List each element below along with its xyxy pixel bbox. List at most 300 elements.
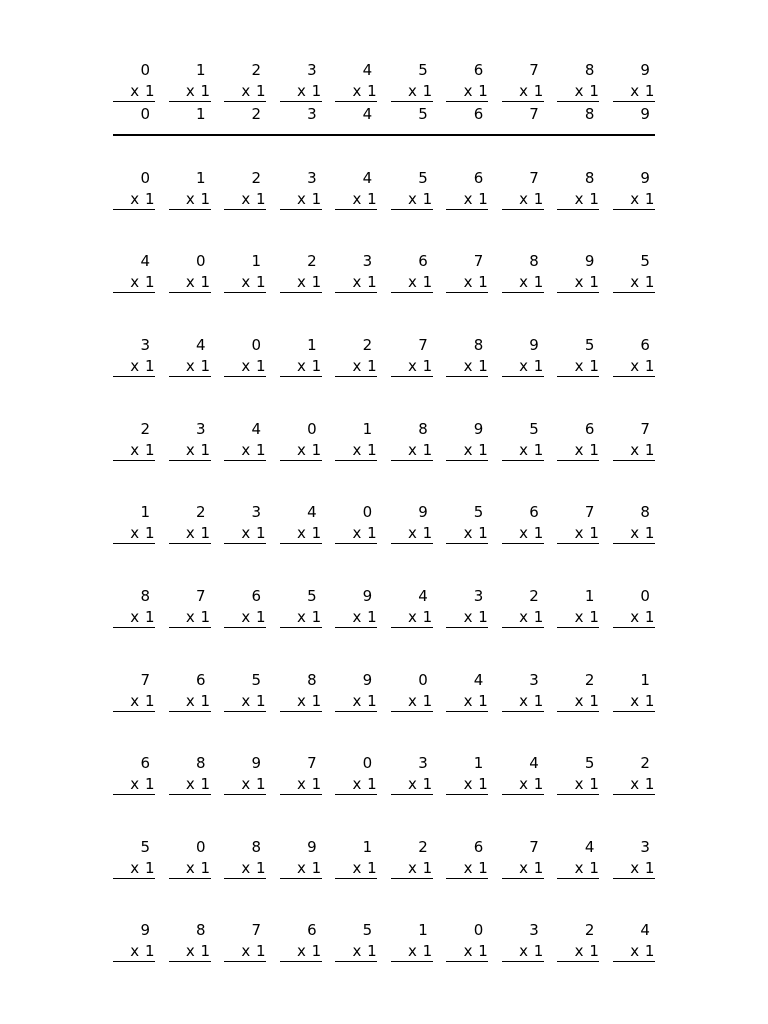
multiplier: x 1 xyxy=(224,523,266,544)
top-number: 0 xyxy=(362,754,373,772)
multiplication-problem xyxy=(335,419,377,461)
top-number: 9 xyxy=(362,671,373,689)
multiplication-problem xyxy=(280,837,322,879)
top-number: 3 xyxy=(140,336,150,354)
multiplier: x 1 xyxy=(446,774,488,795)
top-number: 6 xyxy=(251,587,262,605)
multiplier: x 1 xyxy=(557,189,599,210)
multiplication-problem xyxy=(113,168,155,210)
multiplication-problem xyxy=(169,920,211,962)
top-number: 7 xyxy=(196,587,206,605)
top-number: 0 xyxy=(196,838,206,856)
top-number: 4 xyxy=(251,420,262,438)
top-number: 9 xyxy=(362,587,373,605)
multiplication-problem xyxy=(280,419,322,461)
top-number: 2 xyxy=(251,169,262,187)
top-number: 3 xyxy=(473,587,484,605)
top-number: 2 xyxy=(418,838,428,856)
answer: 5 xyxy=(418,105,428,123)
top-number: 7 xyxy=(251,921,262,939)
multiplier: x 1 xyxy=(169,356,211,377)
example-problem xyxy=(557,60,599,124)
multiplier: x 1 xyxy=(335,691,377,712)
problem-row xyxy=(113,168,655,210)
answer: 4 xyxy=(362,105,373,123)
multiplication-problem xyxy=(613,837,655,879)
multiplier: x 1 xyxy=(613,607,655,628)
multiplication-problem xyxy=(335,753,377,795)
example-row xyxy=(113,60,655,124)
multiplication-problem xyxy=(557,251,599,293)
multiplier: x 1 xyxy=(335,356,377,377)
multiplier: x 1 xyxy=(613,189,655,210)
top-number: 0 xyxy=(251,336,262,354)
multiplication-problem xyxy=(391,753,433,795)
answer: 8 xyxy=(584,105,595,123)
multiplier: x 1 xyxy=(557,356,599,377)
multiplier: x 1 xyxy=(224,81,266,102)
multiplier: x 1 xyxy=(502,941,544,962)
multiplication-problem xyxy=(502,753,544,795)
multiplier: x 1 xyxy=(557,858,599,879)
multiplication-problem xyxy=(113,502,155,544)
multiplier: x 1 xyxy=(335,941,377,962)
top-number: 2 xyxy=(529,587,539,605)
top-number: 7 xyxy=(584,503,595,521)
multiplier: x 1 xyxy=(224,440,266,461)
multiplier: x 1 xyxy=(557,774,599,795)
top-number: 0 xyxy=(418,671,428,689)
multiplication-problem xyxy=(224,419,266,461)
multiplier: x 1 xyxy=(613,941,655,962)
multiplier: x 1 xyxy=(280,691,322,712)
multiplication-problem xyxy=(391,502,433,544)
answer: 3 xyxy=(307,105,317,123)
top-number: 4 xyxy=(307,503,317,521)
multiplier: x 1 xyxy=(280,272,322,293)
multiplier: x 1 xyxy=(391,523,433,544)
top-number: 4 xyxy=(196,336,206,354)
multiplier: x 1 xyxy=(502,858,544,879)
example-problem xyxy=(335,60,377,124)
top-number: 6 xyxy=(640,336,650,354)
multiplication-problem xyxy=(224,168,266,210)
multiplier: x 1 xyxy=(391,356,433,377)
top-number: 2 xyxy=(584,921,595,939)
top-number: 1 xyxy=(473,754,484,772)
worksheet xyxy=(113,60,655,960)
multiplication-problem xyxy=(557,920,599,962)
multiplier: x 1 xyxy=(446,272,488,293)
top-number: 7 xyxy=(473,252,484,270)
multiplication-problem xyxy=(335,502,377,544)
top-number: 6 xyxy=(584,420,595,438)
multiplication-problem xyxy=(280,251,322,293)
top-number: 9 xyxy=(307,838,317,856)
top-number: 9 xyxy=(640,61,650,79)
multiplication-problem xyxy=(335,335,377,377)
multiplication-problem xyxy=(280,168,322,210)
multiplication-problem xyxy=(280,920,322,962)
multiplier: x 1 xyxy=(335,81,377,102)
top-number: 1 xyxy=(640,671,650,689)
problem-row xyxy=(113,251,655,293)
multiplication-problem xyxy=(391,837,433,879)
multiplier: x 1 xyxy=(224,774,266,795)
top-number: 3 xyxy=(307,169,317,187)
top-number: 1 xyxy=(196,169,206,187)
top-number: 1 xyxy=(362,420,373,438)
multiplication-problem xyxy=(224,670,266,712)
multiplication-problem xyxy=(224,837,266,879)
multiplier: x 1 xyxy=(557,523,599,544)
top-number: 0 xyxy=(196,252,206,270)
top-number: 8 xyxy=(584,169,595,187)
multiplier: x 1 xyxy=(446,189,488,210)
top-number: 8 xyxy=(251,838,262,856)
top-number: 3 xyxy=(307,61,317,79)
example-problem xyxy=(446,60,488,124)
top-number: 3 xyxy=(251,503,262,521)
multiplier: x 1 xyxy=(280,941,322,962)
top-number: 7 xyxy=(140,671,150,689)
top-number: 0 xyxy=(362,503,373,521)
top-number: 6 xyxy=(473,61,484,79)
multiplier: x 1 xyxy=(613,523,655,544)
top-number: 9 xyxy=(418,503,428,521)
multiplication-problem xyxy=(502,251,544,293)
multiplier: x 1 xyxy=(280,189,322,210)
multiplication-problem xyxy=(613,670,655,712)
answer: 0 xyxy=(140,105,150,123)
multiplier: x 1 xyxy=(446,607,488,628)
top-number: 7 xyxy=(529,838,539,856)
multiplier: x 1 xyxy=(113,189,155,210)
multiplier: x 1 xyxy=(224,607,266,628)
top-number: 1 xyxy=(140,503,150,521)
top-number: 5 xyxy=(251,671,262,689)
multiplier: x 1 xyxy=(391,691,433,712)
top-number: 1 xyxy=(307,336,317,354)
multiplier: x 1 xyxy=(446,523,488,544)
multiplication-problem xyxy=(335,586,377,628)
top-number: 8 xyxy=(584,61,595,79)
top-number: 0 xyxy=(140,61,150,79)
multiplier: x 1 xyxy=(169,941,211,962)
multiplier: x 1 xyxy=(391,81,433,102)
multiplier: x 1 xyxy=(613,774,655,795)
multiplication-problem xyxy=(446,168,488,210)
top-number: 8 xyxy=(473,336,484,354)
multiplication-problem xyxy=(502,502,544,544)
multiplier: x 1 xyxy=(280,523,322,544)
multiplier: x 1 xyxy=(502,774,544,795)
top-number: 6 xyxy=(196,671,206,689)
example-problem xyxy=(169,60,211,124)
top-number: 5 xyxy=(473,503,484,521)
multiplier: x 1 xyxy=(224,858,266,879)
top-number: 4 xyxy=(418,587,428,605)
multiplication-problem xyxy=(169,502,211,544)
example-problem xyxy=(391,60,433,124)
top-number: 8 xyxy=(140,587,150,605)
multiplier: x 1 xyxy=(113,440,155,461)
answer: 6 xyxy=(473,105,484,123)
top-number: 3 xyxy=(529,921,539,939)
top-number: 3 xyxy=(529,671,539,689)
multiplication-problem xyxy=(391,251,433,293)
multiplier: x 1 xyxy=(169,691,211,712)
multiplication-problem xyxy=(446,670,488,712)
multiplier: x 1 xyxy=(391,272,433,293)
multiplier: x 1 xyxy=(502,440,544,461)
example-problem xyxy=(113,60,155,124)
example-problem xyxy=(502,60,544,124)
multiplication-problem xyxy=(335,920,377,962)
multiplier: x 1 xyxy=(391,189,433,210)
top-number: 5 xyxy=(418,169,428,187)
multiplier: x 1 xyxy=(613,356,655,377)
multiplier: x 1 xyxy=(280,858,322,879)
multiplier: x 1 xyxy=(335,774,377,795)
answer: 2 xyxy=(251,105,262,123)
top-number: 6 xyxy=(529,503,539,521)
multiplication-problem xyxy=(113,419,155,461)
multiplication-problem xyxy=(446,502,488,544)
multiplication-problem xyxy=(502,335,544,377)
top-number: 5 xyxy=(418,61,428,79)
multiplication-problem xyxy=(169,753,211,795)
multiplier: x 1 xyxy=(613,858,655,879)
multiplier: x 1 xyxy=(169,440,211,461)
multiplication-problem xyxy=(613,168,655,210)
multiplier: x 1 xyxy=(391,440,433,461)
top-number: 4 xyxy=(362,169,373,187)
multiplier: x 1 xyxy=(224,272,266,293)
multiplier: x 1 xyxy=(335,189,377,210)
top-number: 6 xyxy=(473,838,484,856)
top-number: 2 xyxy=(196,503,206,521)
multiplier: x 1 xyxy=(502,272,544,293)
top-number: 8 xyxy=(196,754,206,772)
top-number: 4 xyxy=(362,61,373,79)
multiplier: x 1 xyxy=(280,81,322,102)
multiplication-problem xyxy=(280,586,322,628)
multiplication-problem xyxy=(335,168,377,210)
multiplication-problem xyxy=(224,920,266,962)
multiplier: x 1 xyxy=(113,607,155,628)
top-number: 1 xyxy=(584,587,595,605)
multiplier: x 1 xyxy=(335,858,377,879)
top-number: 0 xyxy=(640,587,650,605)
multiplier: x 1 xyxy=(280,607,322,628)
top-number: 9 xyxy=(251,754,262,772)
multiplier: x 1 xyxy=(224,356,266,377)
multiplication-problem xyxy=(557,502,599,544)
multiplier: x 1 xyxy=(169,858,211,879)
multiplication-problem xyxy=(335,251,377,293)
multiplication-problem xyxy=(446,837,488,879)
multiplier: x 1 xyxy=(169,81,211,102)
multiplication-problem xyxy=(169,670,211,712)
multiplication-problem xyxy=(280,670,322,712)
multiplication-problem xyxy=(557,753,599,795)
multiplication-problem xyxy=(280,335,322,377)
example-problem xyxy=(613,60,655,124)
multiplier: x 1 xyxy=(613,81,655,102)
multiplication-problem xyxy=(391,920,433,962)
multiplication-problem xyxy=(169,251,211,293)
multiplication-problem xyxy=(391,419,433,461)
multiplier: x 1 xyxy=(502,356,544,377)
multiplication-problem xyxy=(280,502,322,544)
multiplier: x 1 xyxy=(113,691,155,712)
multiplication-problem xyxy=(557,837,599,879)
multiplication-problem xyxy=(557,670,599,712)
multiplication-problem xyxy=(446,586,488,628)
multiplier: x 1 xyxy=(113,272,155,293)
multiplier: x 1 xyxy=(557,941,599,962)
top-number: 1 xyxy=(196,61,206,79)
problem-row xyxy=(113,753,655,795)
top-number: 8 xyxy=(529,252,539,270)
problem-row xyxy=(113,419,655,461)
multiplication-problem xyxy=(391,586,433,628)
multiplier: x 1 xyxy=(335,440,377,461)
top-number: 1 xyxy=(362,838,373,856)
multiplication-problem xyxy=(502,168,544,210)
top-number: 9 xyxy=(473,420,484,438)
top-number: 8 xyxy=(307,671,317,689)
top-number: 5 xyxy=(307,587,317,605)
multiplication-problem xyxy=(446,335,488,377)
top-number: 0 xyxy=(307,420,317,438)
multiplication-problem xyxy=(502,837,544,879)
multiplication-problem xyxy=(113,920,155,962)
top-number: 3 xyxy=(418,754,428,772)
multiplier: x 1 xyxy=(335,607,377,628)
multiplication-problem xyxy=(169,419,211,461)
multiplier: x 1 xyxy=(169,523,211,544)
multiplier: x 1 xyxy=(502,607,544,628)
multiplier: x 1 xyxy=(613,272,655,293)
multiplication-problem xyxy=(446,753,488,795)
multiplier: x 1 xyxy=(169,272,211,293)
multiplier: x 1 xyxy=(391,774,433,795)
multiplier: x 1 xyxy=(446,858,488,879)
multiplication-problem xyxy=(113,251,155,293)
top-number: 5 xyxy=(529,420,539,438)
multiplication-problem xyxy=(169,335,211,377)
problem-row xyxy=(113,335,655,377)
multiplication-problem xyxy=(391,670,433,712)
multiplication-problem xyxy=(613,251,655,293)
multiplication-problem xyxy=(335,837,377,879)
multiplication-problem xyxy=(557,168,599,210)
multiplication-problem xyxy=(169,168,211,210)
example-problem xyxy=(224,60,266,124)
multiplier: x 1 xyxy=(169,189,211,210)
multiplication-problem xyxy=(113,837,155,879)
multiplier: x 1 xyxy=(446,440,488,461)
example-problem xyxy=(280,60,322,124)
top-number: 2 xyxy=(251,61,262,79)
answer: 7 xyxy=(529,105,539,123)
multiplier: x 1 xyxy=(557,81,599,102)
multiplication-problem xyxy=(557,335,599,377)
top-number: 2 xyxy=(307,252,317,270)
top-number: 4 xyxy=(640,921,650,939)
multiplication-problem xyxy=(613,502,655,544)
top-number: 7 xyxy=(418,336,428,354)
top-number: 2 xyxy=(362,336,373,354)
multiplication-problem xyxy=(169,837,211,879)
multiplication-problem xyxy=(613,920,655,962)
multiplication-problem xyxy=(113,753,155,795)
top-number: 5 xyxy=(584,754,595,772)
top-number: 8 xyxy=(418,420,428,438)
top-number: 4 xyxy=(584,838,595,856)
top-number: 7 xyxy=(529,169,539,187)
problem-row xyxy=(113,502,655,544)
top-number: 4 xyxy=(140,252,150,270)
multiplier: x 1 xyxy=(280,440,322,461)
multiplication-problem xyxy=(224,586,266,628)
multiplication-problem xyxy=(557,586,599,628)
multiplication-problem xyxy=(224,753,266,795)
divider-line xyxy=(113,134,655,136)
top-number: 6 xyxy=(307,921,317,939)
multiplier: x 1 xyxy=(502,81,544,102)
multiplier: x 1 xyxy=(113,941,155,962)
multiplication-problem xyxy=(502,586,544,628)
multiplication-problem xyxy=(502,920,544,962)
multiplication-problem xyxy=(335,670,377,712)
multiplier: x 1 xyxy=(113,774,155,795)
multiplication-problem xyxy=(446,419,488,461)
top-number: 9 xyxy=(140,921,150,939)
multiplier: x 1 xyxy=(446,691,488,712)
multiplier: x 1 xyxy=(224,941,266,962)
top-number: 8 xyxy=(196,921,206,939)
top-number: 9 xyxy=(640,169,650,187)
top-number: 0 xyxy=(473,921,484,939)
top-number: 5 xyxy=(140,838,150,856)
multiplier: x 1 xyxy=(391,607,433,628)
multiplier: x 1 xyxy=(280,356,322,377)
multiplier: x 1 xyxy=(335,523,377,544)
multiplier: x 1 xyxy=(446,81,488,102)
multiplier: x 1 xyxy=(224,691,266,712)
multiplication-problem xyxy=(613,335,655,377)
multiplication-problem xyxy=(613,419,655,461)
problem-row xyxy=(113,586,655,628)
multiplication-problem xyxy=(224,251,266,293)
top-number: 5 xyxy=(362,921,373,939)
multiplier: x 1 xyxy=(113,81,155,102)
multiplier: x 1 xyxy=(502,691,544,712)
top-number: 4 xyxy=(529,754,539,772)
top-number: 6 xyxy=(140,754,150,772)
top-number: 2 xyxy=(584,671,595,689)
top-number: 0 xyxy=(140,169,150,187)
top-number: 2 xyxy=(140,420,150,438)
multiplier: x 1 xyxy=(391,858,433,879)
multiplier: x 1 xyxy=(557,607,599,628)
multiplier: x 1 xyxy=(280,774,322,795)
multiplier: x 1 xyxy=(557,440,599,461)
multiplication-problem xyxy=(613,586,655,628)
